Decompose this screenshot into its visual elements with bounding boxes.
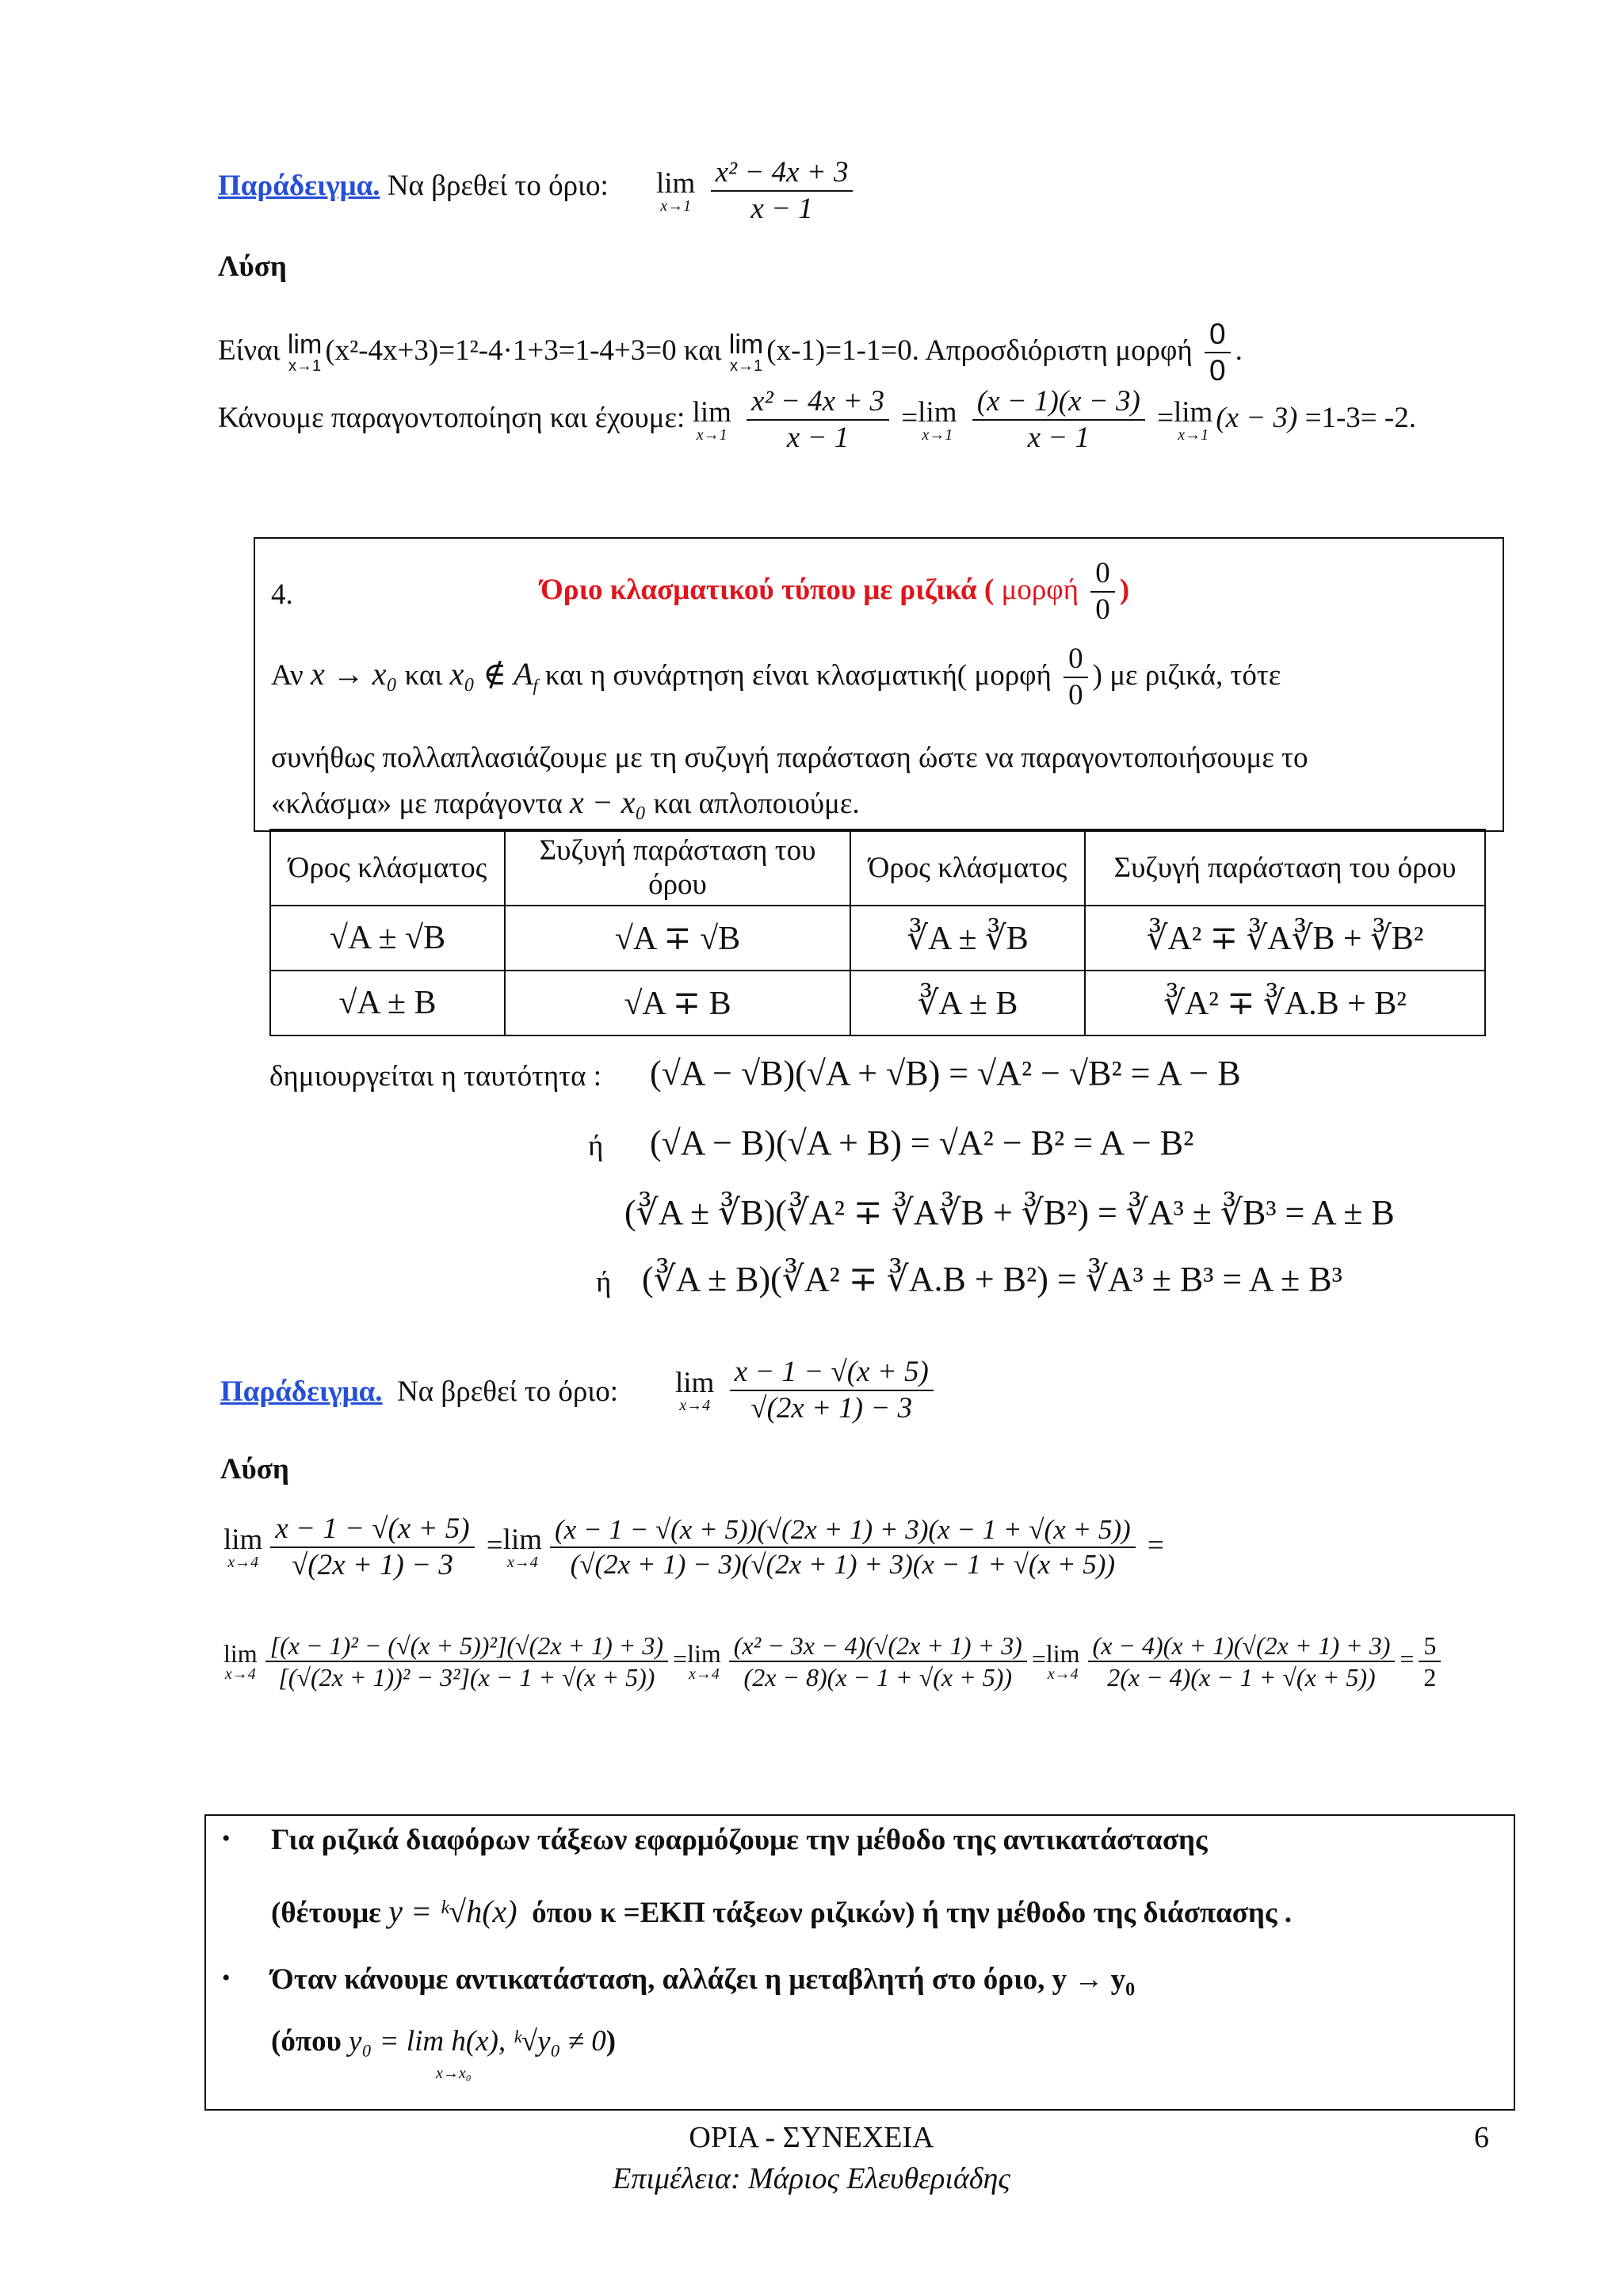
example1-denominator: x − 1 [750,193,813,226]
line2-prefix: Κάνουμε παραγοντοποίηση και έχουμε: [218,401,685,434]
lim-text: lim [223,1639,258,1669]
zero-den: 0 [1068,679,1083,712]
example1-limit [656,155,857,227]
note-b1-formula: y = ᵏ√h(x) [388,1894,517,1929]
footer-title: ΟΡΙΑ - ΣΥΝΕΧΕΙΑ [689,2121,934,2154]
note-b2-c: ) [605,2025,617,2058]
solution1-result: =1-3= -2. [1304,401,1416,434]
line1-mid: (x²-4x+3)=1²-4·1+3=1-4+3=0 και [325,334,722,367]
lim-text: lim [656,166,696,200]
p1-sub: f [533,675,538,696]
note-b2-formula: y₀ = lim h(x), ᵏ√y₀ ≠ 0 [349,2025,606,2058]
r1-f2-num: (x − 1 − √(x + 5))(√(2x + 1) + 3)(x − 1 + √(x + 5)) [550,1513,1136,1548]
example1-label: Παράδειγμα. [218,170,380,202]
solution1-heading: Λύση [218,250,287,283]
lim-sub: x→1 [922,425,953,444]
lim-text: lim [692,395,731,429]
lim-sub: x→1 [288,357,322,376]
section4-title [540,556,1129,628]
table-header: Όρος κλάσματος [850,830,1085,906]
zero-den: 0 [1095,593,1110,627]
r1-f2-den: (√(2x + 1) − 3)(√(2x + 1) + 3)(x − 1 + √(x + 5)) [570,1549,1116,1581]
solution1-line1: Είναι lim x→1 (x²-4x+3)=1²-4·1+3=1-4+3=0 και lim x→1 (x-1)=1-1=0. Απροσδιόριστη μορφή $\frac{0}{0}$ . [218,317,1243,389]
note-b2-sub: 0 [1125,1979,1136,2000]
p3-a: «κλάσμα» με παράγοντα [271,788,563,820]
last-factor: (x − 3) [1216,401,1298,434]
section4-title-close: ) [1119,573,1130,606]
lim-sub: x→1 [696,425,727,444]
eq-sign: = [1147,1528,1164,1562]
section4-p3 [271,784,860,822]
r1-f1-den: √(2x + 1) − 3 [292,1549,453,1582]
lim-sub: x→1 [729,357,763,376]
r2-f1-den: [(√(2x + 1))² − 3²](x − 1 + √(x + 5)) [278,1663,655,1692]
footer-author: Επιμέλεια: Μάριος Ελευθεριάδης [613,2162,1010,2195]
lim-text: lim [287,330,323,360]
lim-text: lim [728,330,764,360]
section4-title-morfi: μορφή [1001,573,1079,606]
bullet-icon: • [222,1825,231,1852]
p1-a: Αν [271,658,304,692]
section4-p2: συνήθως πολλαπλασιάζουμε με τη συζυγή παράσταση ώστε να παραγοντοποιήσουμε το [271,742,1308,774]
p1-d: x₀ ∉ A [449,655,533,692]
p3-b: x − x₀ [570,784,647,820]
answer-num: 5 [1419,1630,1441,1662]
solution2-row1 [223,1512,1164,1584]
section4-box [254,537,1504,832]
lim-sub: x→4 [227,1553,259,1571]
p1-c: και [404,658,443,692]
identity-or-1: ή [588,1130,604,1162]
p3-c: και απλοποιούμε. [653,788,860,820]
lim-text: lim [687,1639,721,1669]
lim-sub: x→4 [1047,1665,1079,1684]
table-cell: ∛A ± ∛B [850,906,1085,971]
r2-f2-num: (x² − 3x − 4)(√(2x + 1) + 3) [729,1630,1027,1662]
lim-text: lim [1045,1639,1080,1669]
p1-e: και η συνάρτηση είναι κλασματική( μορφή [544,658,1052,692]
table-cell: ∛A ± B [850,971,1085,1035]
lim-text: lim [918,395,957,429]
lim-text: lim [223,1523,263,1556]
eq-sign: = [673,1644,688,1673]
example2-denominator: √(2x + 1) − 3 [750,1392,913,1425]
identity-or-2: ή [596,1266,612,1299]
lim-text: lim [1173,395,1213,429]
r1-f1-num: x − 1 − √(x + 5) [270,1512,474,1548]
lim-sub: x→4 [224,1665,256,1684]
example1-statement [218,170,609,204]
frac1-num: x² − 4x + 3 [747,384,889,421]
example2-label: Παράδειγμα. [220,1375,383,1408]
r2-f3-den: 2(x − 4)(x − 1 + √(x + 5)) [1107,1663,1376,1692]
lim-sub: x→1 [660,196,692,215]
page-number: 6 [1474,2121,1489,2154]
identity-intro: δημιουργείται η ταυτότητα : [269,1060,602,1093]
eq-sign: = [1400,1644,1415,1673]
table-header: Συζυγή παράσταση του όρου [505,830,850,906]
lim-text: lim [502,1523,543,1556]
p1-f: ) με ριζικά, τότε [1092,658,1281,692]
lim-sub: x→4 [506,1553,538,1571]
identity-3: (∛A ± ∛B)(∛A² ∓ ∛A∛B + ∛B²) = ∛A³ ± ∛B³ = A ± B [624,1193,1395,1232]
identity-2: (√A − B)(√A + B) = √A² − B² = A − B² [650,1123,1194,1162]
zero-num: 0 [1205,317,1231,353]
r2-f2-den: (2x − 8)(x − 1 + √(x + 5)) [743,1663,1013,1692]
table-cell: √A ∓ B [505,971,850,1035]
eq-sign: = [1031,1644,1046,1673]
note-b2-b: (όπου [271,2025,342,2058]
note-b1-b: (θέτουμε [271,1897,381,1929]
solution2-row2 [223,1630,1445,1693]
example2-statement [220,1375,618,1409]
bullet-icon: • [222,1965,231,1991]
zero-num: 0 [1090,556,1115,593]
solution2-heading: Λύση [220,1453,289,1486]
note-b2-a: Όταν κάνουμε αντικατάσταση, αλλάζει η μεταβλητή στο όριο, y → y [271,1963,1126,1996]
table-cell: √A ± B [270,971,505,1035]
note-b1-line2 [271,1894,1292,1931]
note-b2-lim-sub: x→x₀ [436,2065,472,2082]
line1-end: (x-1)=1-1=0. Απροσδιόριστη μορφή [766,334,1193,367]
table-cell: √A ± √B [270,906,505,971]
line1-prefix: Είναι [218,334,281,367]
frac2-den: x − 1 [1027,421,1090,455]
table-header: Συζυγή παράσταση του όρου [1085,830,1485,906]
example1-numerator: x² − 4x + 3 [711,155,854,192]
zero-num: 0 [1064,642,1088,678]
r2-f3-num: (x − 4)(x + 1)(√(2x + 1) + 3) [1088,1630,1396,1662]
example2-limit [675,1355,938,1427]
note-b1-a: Για ριζικά διαφόρων τάξεων εφαρμόζουμε την μέθοδο της αντικατάστασης [271,1824,1208,1856]
section4-title-text: Όριο κλασματικού τύπου με ριζικά ( [540,573,995,606]
table-cell: ∛A² ∓ ∛A.B + B² [1085,971,1485,1035]
section4-number: 4. [271,578,293,611]
table-header: Όρος κλάσματος [270,830,505,906]
p1-b: x → x₀ [310,655,398,692]
section4-p1 [271,642,1281,714]
note-box [204,1814,1515,2111]
lim-text: lim [675,1366,715,1399]
lim-sub: x→1 [1178,425,1209,444]
answer-den: 2 [1423,1663,1437,1692]
note-b2-line2 [271,2025,616,2059]
note-b2-line1 [271,1963,1135,2001]
frac1-den: x − 1 [786,421,850,455]
note-b1-c: όπου κ =ΕΚΠ τάξεων ριζικών) ή την μέθοδο της διάσπασης . [532,1897,1292,1929]
table-cell: √A ∓ √B [505,906,850,971]
identity-1: (√A − √B)(√A + √B) = √A² − √B² = A − B [650,1054,1241,1093]
example1-prompt: Να βρεθεί το όριο: [387,170,609,202]
frac2-num: (x − 1)(x − 3) [972,384,1145,421]
eq-sign: = [486,1528,503,1562]
example2-numerator: x − 1 − √(x + 5) [730,1355,934,1391]
r2-f1-num: [(x − 1)² − (√(x + 5))²](√(2x + 1) + 3) [265,1630,668,1662]
table-cell: ∛A² ∓ ∛A∛B + ∛B² [1085,906,1485,971]
example2-prompt: Να βρεθεί το όριο: [397,1375,619,1408]
conjugate-table [269,829,1486,1036]
solution1-line2: Κάνουμε παραγοντοποίηση και έχουμε: lim x→1 $\frac{\text{x² − 4x + 3}}{x - 1}$ =lim x→1 $\frac{(x - 1)(x - 3)}{x - 1}$ =lim x→1 (x − 3) =1-3= -2. [218,384,1416,456]
lim-sub: x→4 [688,1665,720,1684]
zero-den: 0 [1209,354,1226,387]
lim-sub: x→4 [679,1396,711,1414]
identity-4: (∛A ± B)(∛A² ∓ ∛A.B + B²) = ∛A³ ± B³ = A ± B³ [642,1260,1342,1299]
